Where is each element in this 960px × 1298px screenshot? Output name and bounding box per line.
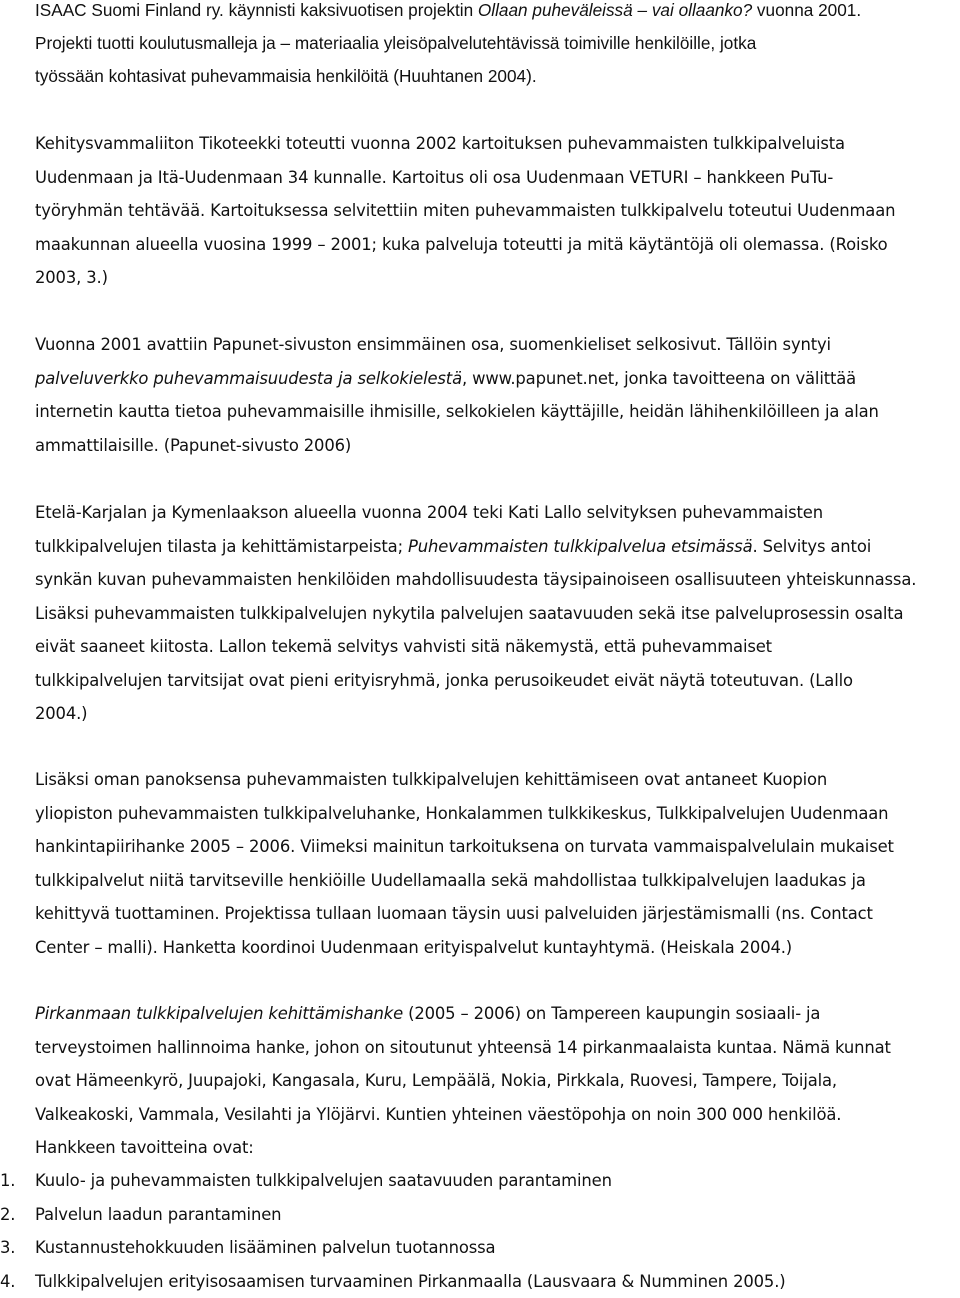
text-line: tulkkipalvelujen tarvitsijat ovat pieni erityisryhmä, jonka perusoikeudet eivät näytä toteutuvan. (Lallo bbox=[35, 664, 960, 698]
text-line: Uudenmaan ja Itä-Uudenmaan 34 kunnalle. Kartoitus oli osa Uudenmaan VETURI – hankkeen PuTu- bbox=[35, 161, 960, 195]
list-item bbox=[0, 1265, 960, 1298]
text-line: synkän kuvan puhevammaisten henkilöiden mahdollisuudesta täysipainoiseen osallisuuteen yhteiskunnassa. bbox=[35, 563, 960, 597]
text-line: Lisäksi oman panoksensa puhevammaisten tulkkipalvelujen kehittämiseen ovat antaneet Kuopion bbox=[35, 763, 960, 797]
text-line: Projekti tuotti koulutusmalleja ja – materiaalia yleisöpalvelutehtävissä toimiville henkilöille, jotka bbox=[35, 27, 960, 60]
text-line: Etelä-Karjalan ja Kymenlaakson alueella vuonna 2004 teki Kati Lallo selvityksen puhevammaisten bbox=[35, 496, 960, 530]
paragraph-papunet bbox=[35, 328, 960, 462]
list-number: 3. bbox=[0, 1231, 15, 1265]
paragraph-lallo bbox=[35, 496, 960, 731]
list-text: Tulkkipalvelujen erityisosaamisen turvaaminen Pirkanmaalla (Lausvaara & Numminen 2005.) bbox=[35, 1265, 786, 1298]
text-line: yliopiston puhevammaisten tulkkipalveluhanke, Honkalammen tulkkikeskus, Tulkkipalvelujen Uudenmaan bbox=[35, 797, 960, 831]
list-text: Palvelun laadun parantaminen bbox=[35, 1198, 281, 1232]
text-line: Vuonna 2001 avattiin Papunet-sivuston ensimmäinen osa, suomenkieliset selkosivut. Tällöin syntyi bbox=[35, 328, 960, 362]
papunet-title: palveluverkko puhevammaisuudesta ja selkokielestä bbox=[35, 369, 462, 388]
text-line: ammattilaisille. (Papunet-sivusto 2006) bbox=[35, 429, 960, 463]
list-text: Kuulo- ja puhevammaisten tulkkipalvelujen saatavuuden parantaminen bbox=[35, 1164, 612, 1198]
list-text: Kustannustehokkuuden lisääminen palvelun tuotannossa bbox=[35, 1231, 495, 1265]
text-line: palveluverkko puhevammaisuudesta ja selkokielestä, www.papunet.net, jonka tavoitteena on välittää bbox=[35, 362, 960, 396]
text-line: työryhmän tehtävää. Kartoituksessa selvitettiin miten puhevammaisten tulkkipalvelu toteutui Uudenmaan bbox=[35, 194, 960, 228]
report-title: Puhevammaisten tulkkipalvelua etsimässä bbox=[408, 537, 752, 556]
text-line: ovat Hämeenkyrö, Juupajoki, Kangasala, Kuru, Lempäälä, Nokia, Pirkkala, Ruovesi, Tampere, Toijala, bbox=[35, 1064, 960, 1098]
text-line: työssään kohtasivat puhevammaisia henkilöitä (Huuhtanen 2004). bbox=[35, 60, 960, 93]
text-line: tulkkipalvelut niitä tarvitseville henkiöille Uudellamaalla sekä mahdollistaa tulkkipalvelujen laadukas ja bbox=[35, 864, 960, 898]
text-line: Lisäksi puhevammaisten tulkkipalvelujen nykytila palvelujen saatavuuden sekä itse palveluprosessin osalta bbox=[35, 597, 960, 631]
text-line: Center – malli). Hanketta koordinoi Uudenmaan erityispalvelut kuntayhtymä. (Heiskala 2004.) bbox=[35, 931, 960, 965]
text-line: internetin kautta tietoa puhevammaisille ihmisille, selkokielen käyttäjille, heidän lähihenkilöilleen ja alan bbox=[35, 395, 960, 429]
text-line: 2003, 3.) bbox=[35, 261, 960, 295]
text-line: Pirkanmaan tulkkipalvelujen kehittämishanke (2005 – 2006) on Tampereen kaupungin sosiaali- ja bbox=[35, 997, 960, 1031]
paragraph-isaac-project bbox=[35, 0, 960, 94]
list-item bbox=[0, 1164, 960, 1198]
text-line: eivät saaneet kiitosta. Lallon tekemä selvitys vahvisti sitä näkemystä, että puhevammaiset bbox=[35, 630, 960, 664]
text-line: 2004.) bbox=[35, 697, 960, 731]
text-line: tulkkipalvelujen tilasta ja kehittämistarpeista; Puhevammaisten tulkkipalvelua etsimässä. Selvitys antoi bbox=[35, 530, 960, 564]
list-number: 4. bbox=[0, 1265, 15, 1298]
list-item bbox=[0, 1231, 960, 1265]
text-line: Valkeakoski, Vammala, Vesilahti ja Ylöjärvi. Kuntien yhteinen väestöpohja on noin 300 000 henkilöä. bbox=[35, 1098, 960, 1132]
list-number: 1. bbox=[0, 1164, 15, 1198]
text-line: ISAAC Suomi Finland ry. käynnisti kaksivuotisen projektin Ollaan puheväleissä – vai ollaanko? vuonna 2001. bbox=[35, 0, 960, 27]
paragraph-tikoteekki bbox=[35, 127, 960, 295]
text-line: Hankkeen tavoitteina ovat: bbox=[35, 1131, 960, 1165]
list-number: 2. bbox=[0, 1198, 15, 1232]
paragraph-kuopio bbox=[35, 763, 960, 964]
text-line: Kehitysvammaliiton Tikoteekki toteutti vuonna 2002 kartoituksen puhevammaisten tulkkipalveluista bbox=[35, 127, 960, 161]
text-line: terveystoimen hallinnoima hanke, johon on sitoutunut yhteensä 14 pirkanmaalaista kuntaa. Nämä kunnat bbox=[35, 1031, 960, 1065]
hanke-title: Pirkanmaan tulkkipalvelujen kehittämishanke bbox=[35, 1004, 403, 1023]
text-line: hankintapiirihanke 2005 – 2006. Viimeksi mainitun tarkoituksena on turvata vammaispalvelulain mukaiset bbox=[35, 830, 960, 864]
list-item bbox=[0, 1198, 960, 1232]
project-title: Ollaan puheväleissä – vai ollaanko? bbox=[478, 0, 752, 20]
goals-list bbox=[0, 1164, 960, 1298]
text-line: maakunnan alueella vuosina 1999 – 2001; kuka palveluja toteutti ja mitä käytäntöjä oli olemassa. (Roisko bbox=[35, 228, 960, 262]
paragraph-pirkanmaa bbox=[35, 997, 960, 1165]
text-line: kehittyvä tuottaminen. Projektissa tullaan luomaan täysin uusi palveluiden järjestämismalli (ns. Contact bbox=[35, 897, 960, 931]
